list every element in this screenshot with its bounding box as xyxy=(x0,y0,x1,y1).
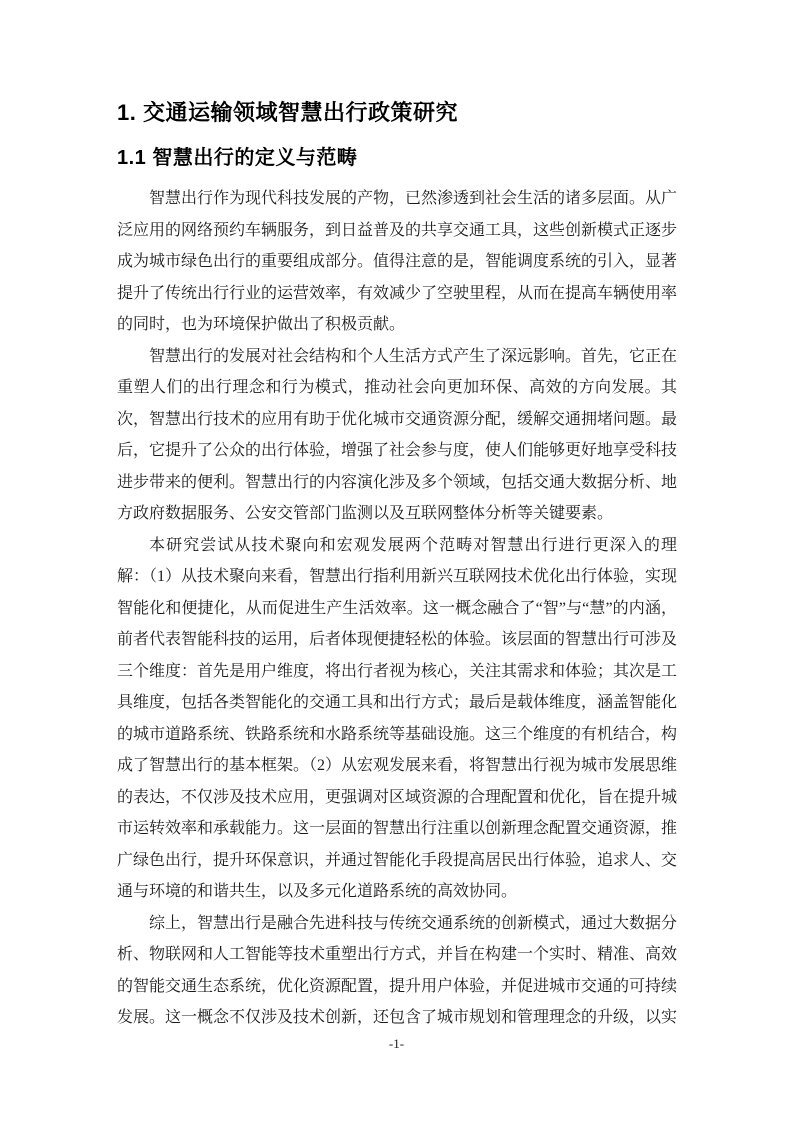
document-content xyxy=(117,98,677,1034)
body-text xyxy=(117,183,677,1034)
paragraph-4: 综上，智慧出行是融合先进科技与传统交通系统的创新模式，通过大数据分析、物联网和人工智能等技术重塑出行方式，并旨在构建一个实时、精准、高效的智能交通生态系统，优化资源配置，提升用户体验，并促进城市交通的可持续发展。这一概念不仅涉及技术创新，还包含了城市规划和管理理念的升级，以实 xyxy=(117,914,678,1026)
paragraph-3: 本研究尝试从技术聚向和宏观发展两个范畴对智慧出行进行更深入的理解：（1）从技术聚向来看，智慧出行指利用新兴互联网技术优化出行体验，实现智能化和便捷化，从而促进生产生活效率。这一概念融合了“智”与“慧”的内涵，前者代表智能科技的运用，后者体现便捷轻松的体验。该层面的智慧出行可涉及三个维度：首先是用户维度，将出行者视为核心，关注其需求和体验；其次是工具维度，包括各类智能化的交通工具和出行方式；最后是载体维度，涵盖智能化的城市道路系统、铁路系统和水路系统等基础设施。这三个维度的有机结合，构成了智慧出行的基本框架。（2）从宏观发展来看，将智慧出行视为城市发展思维的表达，不仅涉及技术应用，更强调对区域资源的合理配置和优化，旨在提升城市运转效率和承载能力。这一层面的智慧出行注重以创新理念配置交通资源，推广绿色出行，提升环保意识，并通过智能化手段提高居民出行体验，追求人、交通与环境的和谐共生，以及多元化道路系统的高效协同。 xyxy=(117,536,678,900)
document-title: 1. 交通运输领域智慧出行政策研究 xyxy=(117,100,458,125)
paragraph-1: 智慧出行作为现代科技发展的产物，已然渗透到社会生活的诸多层面。从广泛应用的网络预约车辆服务，到日益普及的共享交通工具，这些创新模式正逐步成为城市绿色出行的重要组成部分。值得注意的是，智能调度系统的引入，显著提升了传统出行行业的运营效率，有效减少了空驶里程，从而在提高车辆使用率的同时，也为环境保护做出了积极贡献。 xyxy=(117,190,678,333)
paragraph-2: 智慧出行的发展对社会结构和个人生活方式产生了深远影响。首先，它正在重塑人们的出行理念和行为模式，推动社会向更加环保、高效的方向发展。其次，智慧出行技术的应用有助于优化城市交通资源分配，缓解交通拥堵问题。最后，它提升了公众的出行体验，增强了社会参与度，使人们能够更好地享受科技进步带来的便利。智慧出行的内容演化涉及多个领域，包括交通大数据分析、地方政府数据服务、公安交管部门监测以及互联网整体分析等关键要素。 xyxy=(117,347,678,522)
section-heading: 1.1 智慧出行的定义与范畴 xyxy=(117,147,358,169)
page-number: -1- xyxy=(388,1036,405,1051)
